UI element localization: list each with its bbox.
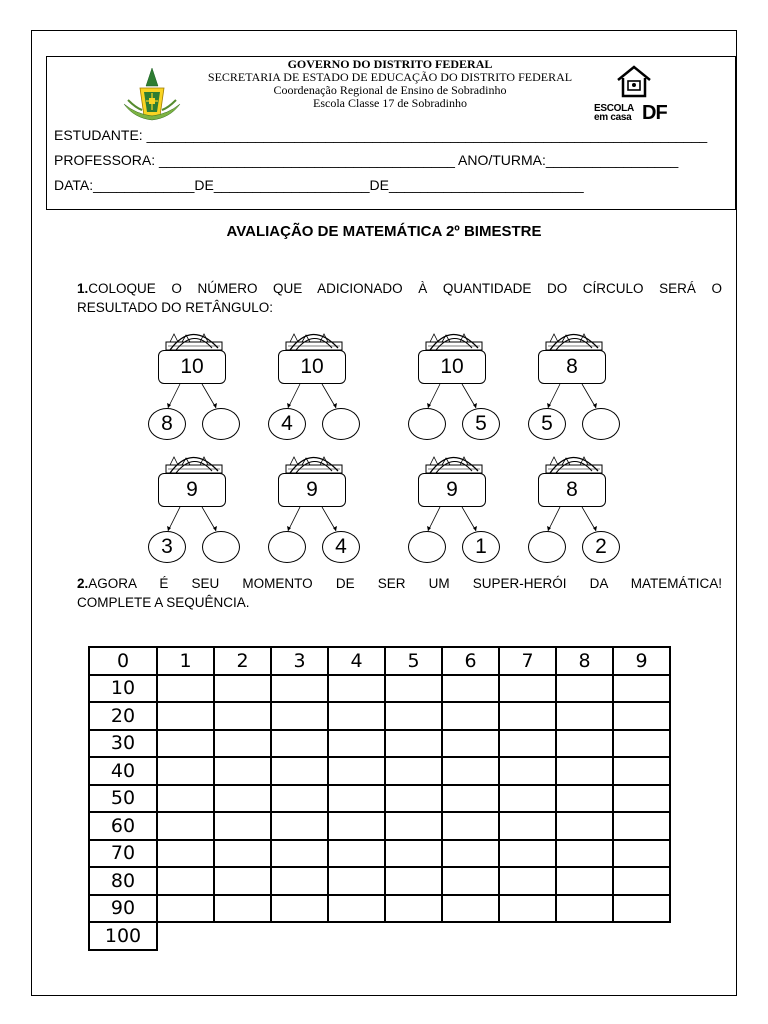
table-header-cell: 0 — [89, 647, 157, 675]
table-header-row — [89, 647, 670, 675]
answer-cell[interactable] — [556, 867, 613, 895]
answer-cell[interactable] — [613, 895, 670, 923]
answer-cell[interactable] — [214, 895, 271, 923]
empty-space — [328, 922, 385, 950]
empty-space — [214, 922, 271, 950]
answer-cell[interactable] — [271, 785, 328, 813]
answer-cell[interactable] — [385, 895, 442, 923]
logo-small-text: ESCOLA em casa — [594, 103, 634, 123]
answer-cell[interactable] — [271, 895, 328, 923]
answer-cell[interactable] — [442, 867, 499, 895]
tree-left-circle: 5 — [528, 408, 566, 440]
answer-cell[interactable] — [442, 840, 499, 868]
answer-cell[interactable] — [499, 757, 556, 785]
answer-cell[interactable] — [157, 867, 214, 895]
answer-cell[interactable] — [157, 785, 214, 813]
answer-cell[interactable] — [157, 812, 214, 840]
answer-cell[interactable] — [271, 702, 328, 730]
answer-cell[interactable] — [556, 840, 613, 868]
escola-line: Escola Classe 17 de Sobradinho — [313, 96, 467, 110]
escola-em-casa-logo — [592, 64, 678, 126]
answer-cell[interactable] — [214, 812, 271, 840]
answer-cell[interactable] — [442, 675, 499, 703]
empty-space — [499, 922, 556, 950]
addition-tree — [260, 443, 370, 563]
addition-tree — [260, 320, 370, 440]
table-row — [89, 867, 670, 895]
question-1-text — [77, 279, 722, 317]
answer-cell[interactable] — [499, 867, 556, 895]
tree-total: 9 — [278, 473, 346, 507]
row-label-cell: 70 — [89, 840, 157, 868]
answer-cell[interactable] — [157, 757, 214, 785]
empty-space — [271, 922, 328, 950]
table-row — [89, 785, 670, 813]
answer-cell[interactable] — [385, 785, 442, 813]
answer-cell[interactable] — [499, 675, 556, 703]
answer-cell[interactable] — [613, 675, 670, 703]
answer-cell[interactable] — [556, 812, 613, 840]
answer-cell[interactable] — [442, 812, 499, 840]
table-row — [89, 840, 670, 868]
answer-cell[interactable] — [328, 895, 385, 923]
estudante-field[interactable]: ESTUDANTE: ________________________________________________________________________ — [54, 127, 708, 143]
answer-cell[interactable] — [157, 702, 214, 730]
answer-cell[interactable] — [385, 840, 442, 868]
answer-cell[interactable] — [271, 675, 328, 703]
answer-cell[interactable] — [613, 702, 670, 730]
house-icon — [614, 64, 654, 100]
addition-tree — [520, 320, 630, 440]
row-label-cell: 80 — [89, 867, 157, 895]
answer-cell[interactable] — [556, 730, 613, 758]
row-label-cell: 50 — [89, 785, 157, 813]
coordenacao-line: Coordenação Regional de Ensino de Sobradinho — [273, 83, 507, 97]
answer-cell[interactable] — [214, 867, 271, 895]
question-1-number: 1. — [77, 281, 89, 296]
question-2-line-2: COMPLETE A SEQUÊNCIA. — [77, 595, 250, 610]
answer-cell[interactable] — [613, 867, 670, 895]
answer-cell[interactable] — [271, 867, 328, 895]
answer-cell[interactable] — [214, 702, 271, 730]
answer-cell[interactable] — [385, 730, 442, 758]
answer-cell[interactable] — [556, 702, 613, 730]
answer-cell[interactable] — [499, 840, 556, 868]
table-header-cell: 5 — [385, 647, 442, 675]
answer-cell[interactable] — [328, 867, 385, 895]
answer-cell[interactable] — [328, 730, 385, 758]
answer-cell[interactable] — [214, 730, 271, 758]
table-row — [89, 812, 670, 840]
question-2-line-1: AGORA É SEU MOMENTO DE SER UM SUPER-HERÓI DA MATEMÁTICA! — [88, 576, 722, 591]
question-1-line-2: RESULTADO DO RETÂNGULO: — [77, 300, 274, 315]
answer-cell[interactable] — [328, 840, 385, 868]
table-header-cell: 6 — [442, 647, 499, 675]
tree-total: 9 — [158, 473, 226, 507]
tree-total: 10 — [278, 350, 346, 384]
table-row — [89, 702, 670, 730]
answer-cell[interactable] — [556, 757, 613, 785]
answer-cell[interactable] — [157, 730, 214, 758]
answer-cell[interactable] — [157, 840, 214, 868]
answer-cell[interactable] — [499, 812, 556, 840]
answer-cell[interactable] — [442, 757, 499, 785]
row-label-cell: 40 — [89, 757, 157, 785]
answer-cell[interactable] — [271, 840, 328, 868]
tree-left-circle[interactable] — [408, 408, 446, 440]
addition-tree — [400, 443, 510, 563]
answer-cell[interactable] — [157, 675, 214, 703]
tree-right-circle[interactable] — [582, 408, 620, 440]
answer-cell[interactable] — [385, 675, 442, 703]
addition-tree — [520, 443, 630, 563]
answer-cell[interactable] — [214, 785, 271, 813]
answer-cell[interactable] — [157, 895, 214, 923]
empty-space — [385, 922, 442, 950]
row-label-cell: 100 — [89, 922, 157, 950]
gov-title: GOVERNO DO DISTRITO FEDERAL — [287, 57, 493, 71]
answer-cell[interactable] — [442, 785, 499, 813]
tree-right-circle: 1 — [462, 531, 500, 563]
answer-cell[interactable] — [556, 785, 613, 813]
tree-left-circle: 4 — [268, 408, 306, 440]
answer-cell[interactable] — [328, 702, 385, 730]
secretaria-line: SECRETARIA DE ESTADO DE EDUCAÇÃO DO DISTRITO FEDERAL — [207, 70, 573, 84]
tree-right-circle[interactable] — [322, 408, 360, 440]
empty-space — [613, 922, 670, 950]
row-label-cell: 90 — [89, 895, 157, 923]
answer-cell[interactable] — [499, 895, 556, 923]
page-title: AVALIAÇÃO DE MATEMÁTICA 2º BIMESTRE — [226, 223, 542, 240]
logo-df-text: DF — [642, 102, 667, 124]
answer-cell[interactable] — [271, 757, 328, 785]
question-2-text — [77, 574, 722, 612]
question-2-number: 2. — [77, 576, 89, 591]
empty-space — [442, 922, 499, 950]
table-row — [89, 757, 670, 785]
answer-cell[interactable] — [214, 840, 271, 868]
tree-left-circle: 3 — [148, 531, 186, 563]
question-1-line-1: COLOQUE O NÚMERO QUE ADICIONADO À QUANTIDADE DO CÍRCULO SERÁ O — [88, 281, 722, 296]
answer-cell[interactable] — [556, 895, 613, 923]
answer-cell[interactable] — [499, 702, 556, 730]
answer-cell[interactable] — [442, 702, 499, 730]
row-label-cell: 20 — [89, 702, 157, 730]
data-field[interactable]: DATA:_____________DE____________________DE_________________________ — [54, 177, 584, 193]
answer-cell[interactable] — [385, 812, 442, 840]
table-row — [89, 730, 670, 758]
answer-cell[interactable] — [328, 812, 385, 840]
addition-tree — [140, 443, 250, 563]
professora-field[interactable]: PROFESSORA: ______________________________________ ANO/TURMA:_________________ — [54, 152, 679, 168]
table-header-cell: 2 — [214, 647, 271, 675]
tree-total: 10 — [158, 350, 226, 384]
tree-right-circle[interactable] — [202, 531, 240, 563]
tree-left-circle: 8 — [148, 408, 186, 440]
number-sequence-table — [88, 646, 671, 951]
addition-tree — [400, 320, 510, 440]
tree-left-circle[interactable] — [408, 531, 446, 563]
tree-total: 10 — [418, 350, 486, 384]
table-row — [89, 675, 670, 703]
table-header-cell: 7 — [499, 647, 556, 675]
answer-cell[interactable] — [271, 812, 328, 840]
answer-cell[interactable] — [328, 757, 385, 785]
answer-cell[interactable] — [385, 702, 442, 730]
answer-cell[interactable] — [328, 785, 385, 813]
tree-right-circle: 5 — [462, 408, 500, 440]
tree-left-circle[interactable] — [528, 531, 566, 563]
answer-cell[interactable] — [613, 812, 670, 840]
answer-cell[interactable] — [214, 757, 271, 785]
table-header-cell: 3 — [271, 647, 328, 675]
answer-cell[interactable] — [214, 675, 271, 703]
answer-cell[interactable] — [499, 730, 556, 758]
answer-cell[interactable] — [613, 757, 670, 785]
tree-right-circle: 4 — [322, 531, 360, 563]
answer-cell[interactable] — [328, 675, 385, 703]
answer-cell[interactable] — [442, 730, 499, 758]
tree-right-circle[interactable] — [202, 408, 240, 440]
empty-space — [157, 922, 214, 950]
answer-cell[interactable] — [385, 757, 442, 785]
answer-cell[interactable] — [613, 840, 670, 868]
table-row-last — [89, 922, 670, 950]
row-label-cell: 10 — [89, 675, 157, 703]
answer-cell[interactable] — [613, 785, 670, 813]
empty-space — [556, 922, 613, 950]
tree-total: 8 — [538, 350, 606, 384]
table-header-cell: 8 — [556, 647, 613, 675]
table-header-cell: 4 — [328, 647, 385, 675]
tree-right-circle: 2 — [582, 531, 620, 563]
addition-tree — [140, 320, 250, 440]
answer-cell[interactable] — [271, 730, 328, 758]
tree-left-circle[interactable] — [268, 531, 306, 563]
tree-total: 8 — [538, 473, 606, 507]
answer-cell[interactable] — [442, 895, 499, 923]
answer-cell[interactable] — [613, 730, 670, 758]
answer-cell[interactable] — [556, 675, 613, 703]
table-header-cell: 1 — [157, 647, 214, 675]
row-label-cell: 60 — [89, 812, 157, 840]
table-row — [89, 895, 670, 923]
answer-cell[interactable] — [385, 867, 442, 895]
government-header — [150, 58, 630, 110]
tree-total: 9 — [418, 473, 486, 507]
table-header-cell: 9 — [613, 647, 670, 675]
row-label-cell: 30 — [89, 730, 157, 758]
answer-cell[interactable] — [499, 785, 556, 813]
